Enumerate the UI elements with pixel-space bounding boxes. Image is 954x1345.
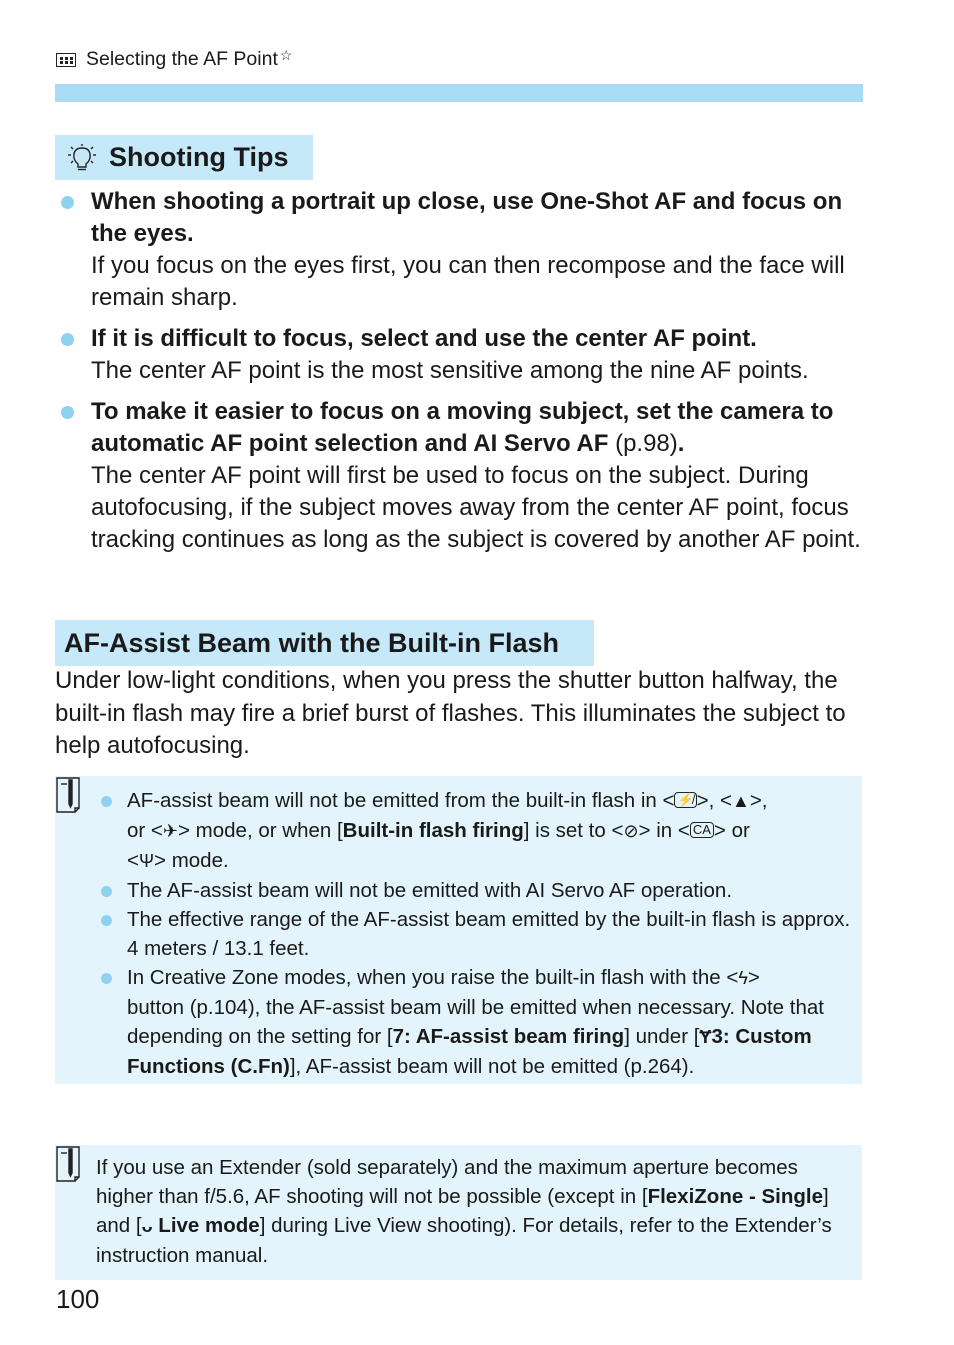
menu-setting-name: 7: AF-assist beam firing [392,1025,625,1048]
landscape-mode-icon: ▲ [732,791,750,811]
af-assist-title: AF-Assist Beam with the Built-in Flash [64,627,560,658]
shooting-tips-title: Shooting Tips [109,142,289,172]
tip-text: The center AF point is the most sensitive among the nine AF points. [91,357,809,384]
flash-off-icon: ⊘ [623,821,639,841]
creative-auto-icon: CA [690,822,714,838]
flash-icon: ϟ [738,968,748,988]
note-icon [55,776,85,816]
note-item [101,786,851,876]
note-box [55,776,862,1084]
menu-tab-name: 3: Custom Functions (C.Fn) [127,1025,812,1078]
note-text: ] under [ [624,1025,700,1048]
tip-item [55,186,865,314]
header-title: Selecting the AF Point [86,48,278,70]
bullet-icon [61,406,74,419]
tip-heading: When shooting a portrait up close, use One-Shot AF and focus on the eyes. [91,188,843,247]
note-text: >, [749,789,768,812]
af-mode-name: FlexiZone - Single [647,1185,823,1208]
face-detection-icon: ᴗ [141,1216,153,1236]
note-text: button (p.104), the AF-assist beam will be emitted when necessary. Note that depending on the setting for [ [127,996,824,1048]
af-assist-intro: Under low-light conditions, when you press the shutter button halfway, the built-in flash may fire a brief burst of flashes. This illuminates the subject to help autofocusing. [55,667,846,759]
lightbulb-icon [65,144,99,172]
tip-heading: To make it easier to focus on a moving subject, set the camera to automatic AF point selection and AI Servo AF [91,398,834,457]
bullet-icon [101,973,112,984]
food-mode-icon: Ψ [138,851,155,871]
af-assist-heading [55,620,594,666]
note-icon [55,1145,85,1185]
bullet-icon [61,333,74,346]
bullet-icon [101,886,112,897]
note-text: ] and [ [96,1185,829,1237]
tip-text: If you focus on the eyes first, you can then recompose and the face will remain sharp. [91,252,845,311]
note-text: ], AF-assist beam will not be emitted (p.264). [289,1055,695,1078]
note-text-block [96,1153,846,1270]
note-text: ] is set to < [523,819,624,842]
af-mode-name: Live mode [152,1214,260,1237]
page-number: 100 [56,1284,100,1314]
page-header [56,48,292,71]
note-item [101,963,851,1081]
advanced-star-icon: ☆ [279,47,293,63]
note-text: > in < [638,819,690,842]
bullet-icon [101,796,112,807]
header-bar [55,84,863,102]
note-text: AF-assist beam will not be emitted from the built-in flash in < [127,789,675,812]
note-text: The AF-assist beam will not be emitted with AI Servo AF operation. [127,879,733,902]
shooting-tips-list [55,186,865,565]
note-box [55,1145,862,1280]
note-text: > mode. [154,849,229,872]
page-reference: (p.98) [608,430,678,457]
menu-setting-name: Built-in flash firing [342,819,524,842]
note-text: In Creative Zone modes, when you raise the built-in flash with the < [127,966,739,989]
note-text: >, < [696,789,732,812]
bullet-icon [101,915,112,926]
tip-heading-end: . [677,430,685,457]
sports-mode-icon: ✈ [162,821,178,841]
note-item [101,876,851,905]
note-text: The effective range of the AF-assist beam emitted by the built-in flash is approx. 4 meters / 13.1 feet. [127,908,851,960]
note-text: > mode, or when [ [178,819,343,842]
note-text: > or [713,819,750,842]
note-text: > [747,966,760,989]
tip-heading: If it is difficult to focus, select and use the center AF point. [91,325,757,352]
tip-item [55,323,865,387]
setup-wrench-icon: Ɏ [699,1027,712,1047]
note-text: < [127,849,139,872]
tip-text: The center AF point will first be used to focus on the subject. During autofocusing, if the subject moves away from the center AF point, focus tracking continues as long as the subject is covered by another AF point. [91,462,861,553]
shooting-tips-heading [55,135,313,180]
bullet-icon [61,196,74,209]
note-text: or < [127,819,163,842]
note-item [101,905,851,963]
tip-item [55,396,865,556]
flash-off-mode-icon: ⚡̸ [674,792,696,808]
note-text: ] during Live View shooting). For details, refer to the Extender’s instruction manual. [96,1214,832,1267]
note-text: If you use an Extender (sold separately) and the maximum aperture becomes higher than f/5.6, AF shooting will not be possible (except in [ [96,1156,798,1208]
af-point-icon [56,53,76,67]
